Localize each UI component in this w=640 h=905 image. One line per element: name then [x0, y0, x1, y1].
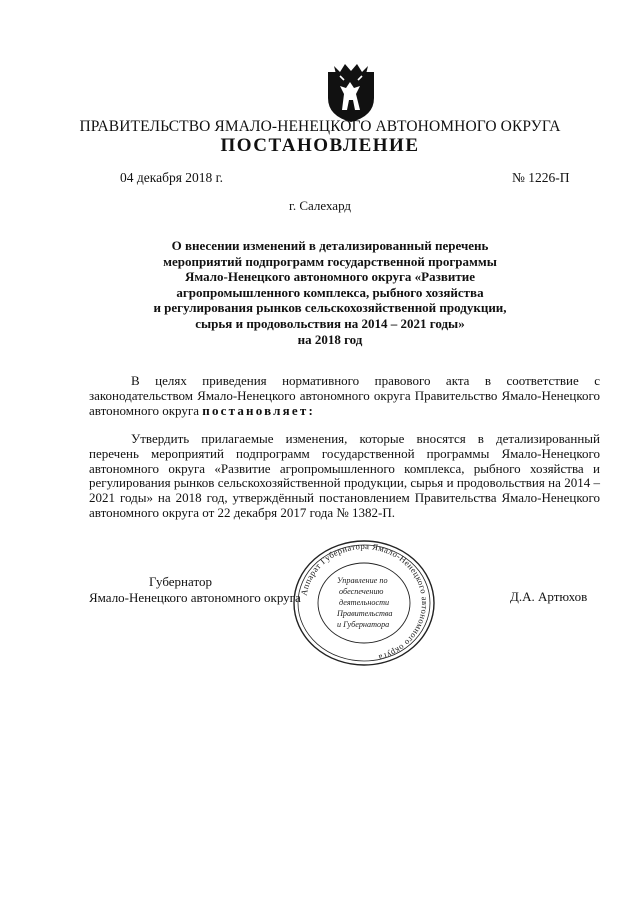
signatory-title	[89, 574, 319, 605]
stamp-ring-text: Аппарат Губернатора Ямало-Ненецкого автономного округа	[298, 540, 431, 664]
stamp-line: деятельности	[339, 598, 390, 607]
title-line: и регулирования рынков сельскохозяйственной продукции,	[153, 300, 507, 316]
coat-of-arms-emblem	[320, 58, 382, 124]
signatory-role: Губернатор	[149, 574, 212, 589]
government-name: ПРАВИТЕЛЬСТВО ЯМАЛО-НЕНЕЦКОГО АВТОНОМНОГО ОКРУГА	[79, 118, 561, 135]
title-line: Ямало-Ненецкого автономного округа «Развитие	[184, 269, 476, 285]
stamp-line: Правительства	[337, 609, 393, 618]
stamp-line: Управление по	[337, 576, 388, 585]
official-stamp	[289, 538, 439, 668]
stamp-line: и Губернатора	[337, 620, 390, 629]
document-title	[120, 238, 540, 347]
document-number: № 1226-П	[512, 170, 570, 185]
document-date: 04 декабря 2018 г.	[120, 170, 224, 185]
document-type: ПОСТАНОВЛЕНИЕ	[220, 135, 420, 156]
signatory-organization: Ямало-Ненецкого автономного округа	[89, 589, 301, 605]
title-line: агропромышленного комплекса, рыбного хозяйства	[176, 284, 484, 300]
title-line: на 2018 год	[297, 331, 363, 347]
preamble-paragraph	[89, 374, 600, 418]
preamble-text: В целях приведения нормативного правового акта в соответствие с законодательством Ямало-Ненецкого автономного округа Правительство Ямало-Ненецкого автономного округа	[89, 373, 600, 418]
document-city: г. Салехард	[288, 198, 352, 213]
operative-paragraph: Утвердить прилагаемые изменения, которые вносятся в детализированный перечень мероприятий подпрограмм государственной программы Ямало-Ненецкого автономного округа «Развитие агропромышленного комплекса, рыбного хозяйства и регулирования рынков сельскохозяйственной продукции, сырья и продовольствия на 2014 – 2021 годы» на 2018 год, утверждённый постановлением Правительства Ямало-Ненецкого автономного округа от 22 декабря 2017 года № 1382-П.	[89, 431, 600, 520]
signatory-name: Д.А. Артюхов	[510, 589, 588, 604]
title-line: сырья и продовольствия на 2014 – 2021 годы»	[195, 315, 465, 331]
resolution-word: постановляет:	[202, 402, 315, 418]
title-line: мероприятий подпрограмм государственной программы	[163, 253, 497, 269]
title-line: О внесении изменений в детализированный перечень	[171, 238, 489, 253]
stamp-line: обеспечению	[339, 587, 384, 596]
